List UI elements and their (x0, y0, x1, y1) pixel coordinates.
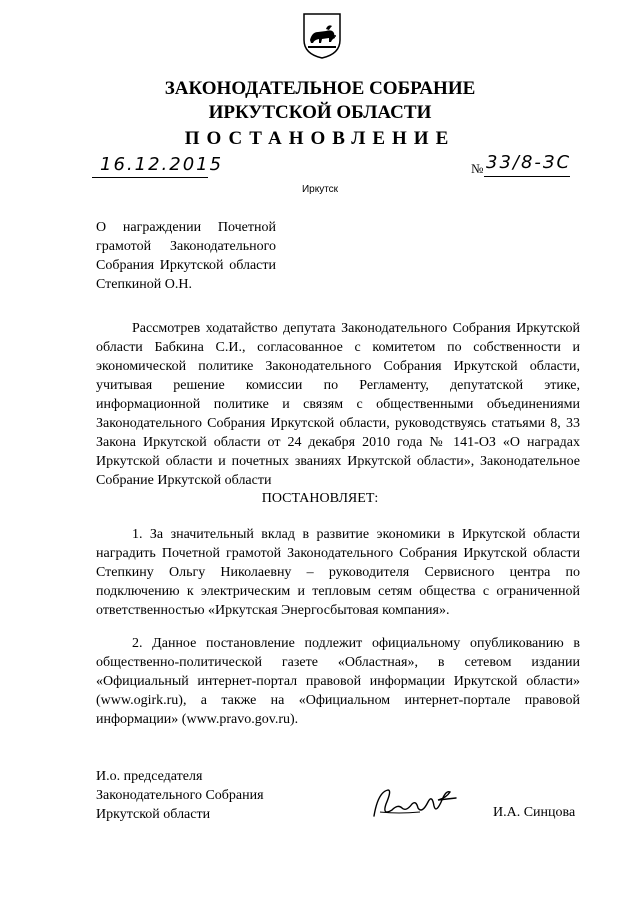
document-subject: О награждении Почетной грамотой Законодательного Собрания Иркутской области Степкиной О.Н. (96, 220, 276, 292)
resolution-item-1: 1. За значительный вклад в развитие экономики в Иркутской области наградить Почетной грамотой Законодательного Собрания Иркутской области Степкину Ольгу Николаевну – руководителя Сервисного центра по подключению к электрическим и тепловым сетям общества с ограниченной ответственностью «Иркутская Энергосбытовая компания». (96, 527, 580, 618)
org-name-line1: ЗАКОНОДАТЕЛЬНОЕ СОБРАНИЕ (164, 78, 476, 99)
signatory-title-line1: И.о. председателя (96, 769, 203, 784)
signatory-title-line3: Иркутской области (96, 807, 211, 822)
signatory-title (96, 767, 264, 824)
document-number: 33/8-ЗС (486, 152, 572, 173)
city-label: Иркутск (301, 184, 339, 195)
resolve-heading: ПОСТАНОВЛЯЕТ: (261, 491, 379, 506)
signatory-title-line2: Законодательного Собрания (96, 788, 264, 803)
date-underline (92, 177, 208, 178)
preamble-paragraph: Рассмотрев ходатайство депутата Законодательного Собрания Иркутской области Бабкина С.И., согласованное с комитетом по собственности и экономической политике Законодательного Собрания Иркутской области, учитывая решение комиссии по Регламенту, депутатской этике, информационной политике и связям с общественными объединениями Законодательного Собрания Иркутской области, руководствуясь статьями 8, 33 Закона Иркутской области от 24 декабря 2010 года № 141-ОЗ «О наградах Иркутской области и почетных званиях Иркутской области», Законодательное Собрание Иркутской области (96, 321, 580, 488)
document-type-title: ПОСТАНОВЛЕНИЕ (184, 128, 456, 149)
number-underline (484, 176, 570, 177)
resolution-item-2: 2. Данное постановление подлежит официальному опубликованию в общественно-политической газете «Областная», в сетевом издании «Официальный интернет-портал правовой информации Иркутской области» (www.ogirk.ru), а также на «Официальном интернет-портале правовой информации» (www.pravo.gov.ru). (96, 636, 580, 727)
handwritten-signature (368, 782, 460, 824)
signatory-name: И.А. Синцова (493, 805, 576, 820)
number-sign: № (471, 161, 484, 176)
org-name-line2: ИРКУТСКОЙ ОБЛАСТИ (208, 102, 432, 123)
document-date: 16.12.2015 (100, 154, 224, 175)
coat-of-arms-icon (302, 12, 342, 60)
